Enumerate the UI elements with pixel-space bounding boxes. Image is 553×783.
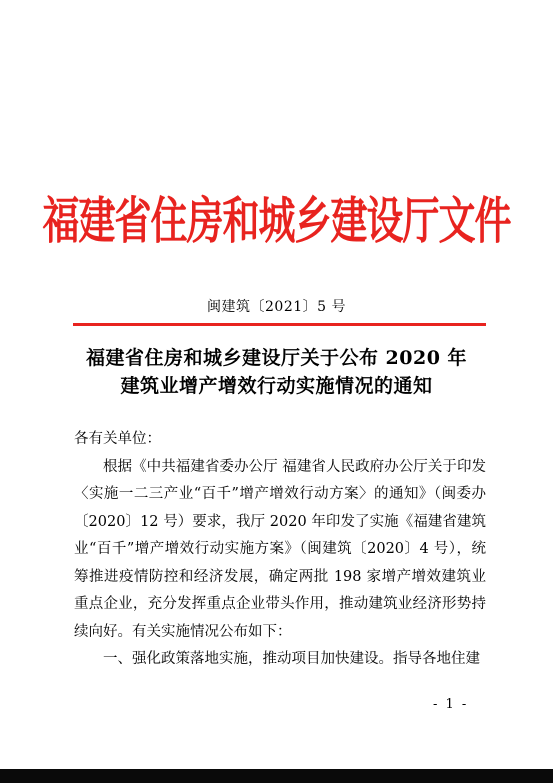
title-line-2: 建筑业增产增效行动实施情况的通知: [120, 375, 433, 397]
document-header: 福建省住房和城乡建设厅文件: [42, 190, 511, 251]
body-paragraph-1: 根据《中共福建省委办公厅 福建省人民政府办公厅关于印发〈实施一二三产业“百千”增产增效行动方案〉的通知》（闽委办〔2020〕12 号）要求，我厅 2020 年印发了实施《福建省建筑业“百千”增产增效行动实施方案》（闽建筑〔2020〕4 号），统筹推进疫情防控和经济发展，确定两批 198 家增产增效建筑业重点企业，充分发挥重点企业带头作用，推动建筑业经济形势持续向好。有关实施情况公布如下：: [74, 458, 486, 640]
bottom-border-bar: [0, 769, 553, 783]
document-number: 闽建筑〔2021〕5 号: [207, 299, 346, 315]
salutation: 各有关单位：: [74, 431, 161, 447]
document-body: [74, 426, 486, 674]
body-paragraph-2: 一、强化政策落地实施，推动项目加快建设。指导各地住建: [103, 651, 480, 667]
red-divider-line: [73, 323, 486, 326]
title-line-1: 福建省住房和城乡建设厅关于公布 2020 年: [85, 347, 468, 369]
page-number: - 1 -: [433, 697, 469, 712]
document-title: [0, 344, 553, 400]
